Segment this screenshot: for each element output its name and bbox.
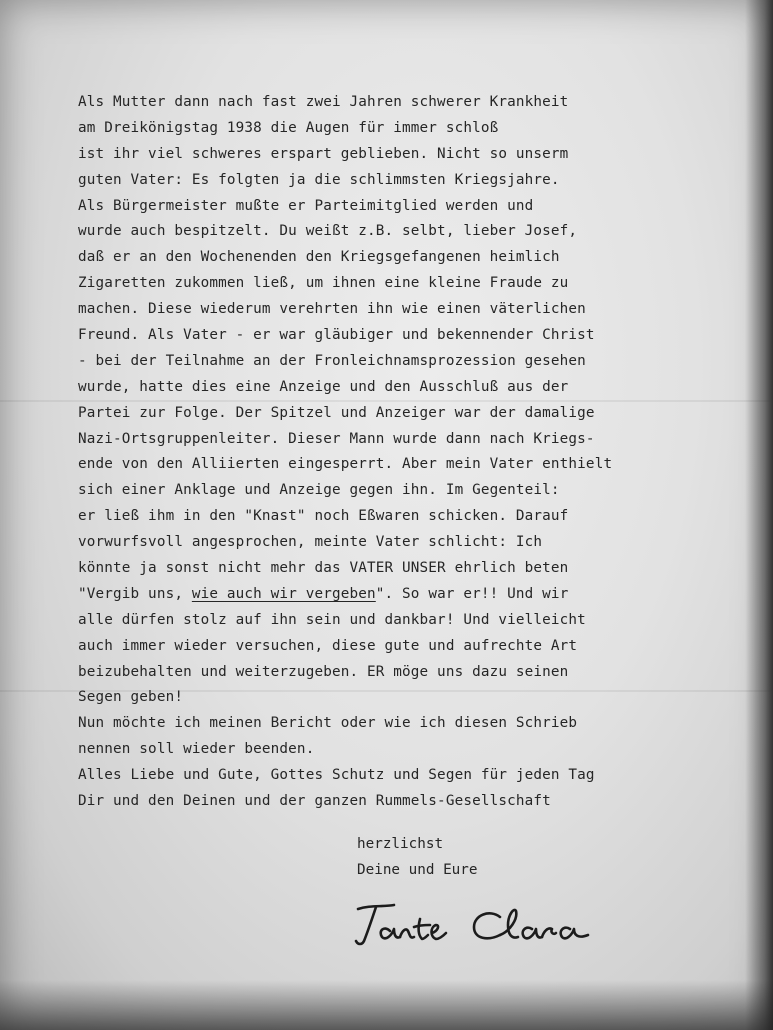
quote-line (78, 586, 728, 612)
letter-line: Alles Liebe und Gute, Gottes Schutz und Segen für jeden Tag (78, 767, 595, 784)
closing-block (357, 836, 478, 888)
letter-line: auch immer wieder versuchen, diese gute und aufrechte Art (78, 637, 578, 654)
letter-line: Dir und den Deinen und der ganzen Rummels-Gesellschaft (78, 793, 551, 810)
letter-body (78, 94, 728, 819)
letter-line: ende von den Alliierten eingesperrt. Aber mein Vater enthielt (78, 456, 613, 473)
page-shadow-edge (745, 0, 773, 1030)
handwritten-signature (350, 895, 615, 955)
letter-line: machen. Diese wiederum verehrten ihn wie einen väterlichen (78, 301, 586, 318)
underlined-quote: wie auch wir vergeben (191, 585, 376, 602)
page-shadow-edge (0, 980, 773, 1030)
closing-line: herzlichst (357, 836, 444, 852)
letter-line: Als Mutter dann nach fast zwei Jahren schwerer Krankheit (78, 94, 569, 110)
letter-line: Zigaretten zukommen ließ, um ihnen eine kleine Fraude zu (78, 275, 569, 292)
letter-line: Segen geben! (78, 689, 184, 706)
letter-line: ist ihr viel schweres erspart geblieben. Nicht so unserm (78, 145, 569, 162)
letter-line: nennen soll wieder beenden. (78, 741, 315, 758)
letter-line: am Dreikönigstag 1938 die Augen für immer schloß (78, 119, 499, 136)
letter-line: Als Bürgermeister mußte er Parteimitglied werden und (78, 197, 534, 214)
letter-line: - bei der Teilnahme an der Fronleichnamsprozession gesehen (78, 352, 586, 369)
letter-line: guten Vater: Es folgten ja die schlimmsten Kriegsjahre. (78, 171, 560, 188)
letter-line: wurde, hatte dies eine Anzeige und den Ausschluß aus der (78, 378, 569, 395)
letter-line: vorwurfsvoll angesprochen, meinte Vater schlicht: Ich (78, 534, 543, 551)
letter-line: beizubehalten und weiterzugeben. ER möge uns dazu seinen (78, 663, 569, 680)
letter-line: alle dürfen stolz auf ihn sein und dankbar! Und vielleicht (78, 611, 586, 628)
quote-text: "Vergib uns, (78, 585, 192, 602)
letter-line: daß er an den Wochenenden den Kriegsgefangenen heimlich (78, 249, 560, 266)
letter-line: Nun möchte ich meinen Bericht oder wie ich diesen Schrieb (78, 715, 578, 732)
letter-line: Freund. Als Vater - er war gläubiger und bekennender Christ (78, 327, 595, 344)
quote-text: ". So war er!! Und wir (375, 585, 569, 602)
letter-line: Nazi-Ortsgruppenleiter. Dieser Mann wurde dann nach Kriegs- (78, 430, 595, 447)
letter-line: er ließ ihm in den "Knast" noch Eßwaren schicken. Darauf (78, 508, 569, 525)
closing-line: Deine und Eure (357, 862, 478, 878)
letter-line: sich einer Anklage und Anzeige gegen ihn. Im Gegenteil: (78, 482, 560, 499)
letter-line: könnte ja sonst nicht mehr das VATER UNSER ehrlich beten (78, 560, 569, 577)
letter-line: wurde auch bespitzelt. Du weißt z.B. selbt, lieber Josef, (78, 223, 578, 240)
letter-line: Partei zur Folge. Der Spitzel und Anzeiger war der damalige (78, 404, 595, 421)
